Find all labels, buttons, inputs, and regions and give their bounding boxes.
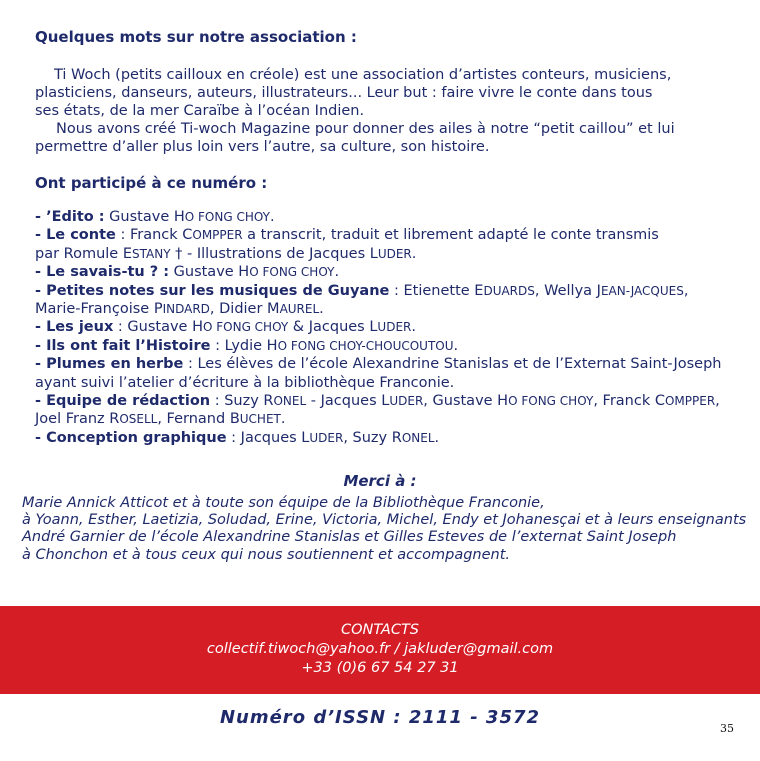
thanks-line: André Garnier de l’école Alexandrine Stanislas et Gilles Esteves de l’externat Saint Joseph bbox=[22, 529, 677, 546]
thanks-title: Merci à : bbox=[343, 472, 417, 490]
issn-number: Numéro d’ISSN : 2111 - 3572 bbox=[219, 707, 541, 728]
credit-redaction-continued: Joel Franz ROSELL, Fernand BUCHET. bbox=[35, 411, 286, 428]
credit-plumes-continued: ayant suivi l’atelier d’écriture à la bibliothèque Franconie. bbox=[35, 374, 455, 391]
intro-line: permettre d’aller plus loin vers l’autre, sa culture, son histoire. bbox=[35, 139, 490, 155]
intro-line: ses états, de la mer Caraïbe à l’océan Indien. bbox=[35, 103, 365, 119]
intro-paragraph-2 bbox=[35, 120, 735, 156]
credit-histoire: - Ils ont fait l’Histoire : Lydie HO FONG CHOY-CHOUCOUTOU. bbox=[35, 337, 459, 354]
credit-plumes: - Plumes en herbe : Les élèves de l’école Alexandrine Stanislas et de l’Externat Saint-Joseph bbox=[35, 356, 722, 373]
contacts-band bbox=[0, 606, 760, 694]
credit-label: - Les jeux bbox=[35, 319, 114, 336]
credit-edito: - ’Edito : Gustave HO FONG CHOY. bbox=[35, 209, 275, 225]
credit-label: - Le savais-tu ? : bbox=[35, 264, 170, 281]
credit-label: - Petites notes sur les musiques de Guyane bbox=[35, 282, 390, 299]
intro-line: Ti Woch (petits cailloux en créole) est une association d’artistes conteurs, musiciens, bbox=[54, 67, 672, 83]
thanks-line: à Chonchon et à tous ceux qui nous soutiennent et accompagnent. bbox=[22, 546, 511, 563]
credit-label: - ’Edito : bbox=[35, 209, 105, 225]
intro-line: plasticiens, danseurs, auteurs, illustrateurs... Leur but : faire vivre le conte dans tous bbox=[35, 85, 653, 101]
credit-conte: - Le conte : Franck COMPPER a transcrit, traduit et librement adapté le conte transmis bbox=[35, 227, 659, 244]
intro-paragraph-1 bbox=[35, 66, 735, 120]
page-number: 35 bbox=[720, 722, 734, 735]
contacts-emails: collectif.tiwoch@yahoo.fr / jakluder@gmail.com bbox=[206, 641, 554, 657]
credit-redaction: - Equipe de rédaction : Suzy RONEL - Jacques LUDER, Gustave HO FONG CHOY, Franck COMPPER, bbox=[35, 393, 720, 410]
credit-savais: - Le savais-tu ? : Gustave HO FONG CHOY. bbox=[35, 264, 340, 281]
credit-label: - Equipe de rédaction bbox=[35, 393, 211, 410]
thanks-line: Marie Annick Atticot et à toute son équipe de la Bibliothèque Franconie, bbox=[22, 495, 545, 511]
credit-label: - Plumes en herbe bbox=[35, 356, 184, 373]
credit-graphique: - Conception graphique : Jacques LUDER, Suzy RONEL. bbox=[35, 429, 440, 446]
thanks-text bbox=[22, 495, 752, 564]
contacts-title: CONTACTS bbox=[340, 622, 419, 638]
contributors-list bbox=[35, 208, 745, 447]
credit-musiques: - Petites notes sur les musiques de Guyane : Etienette EDUARDS, Wellya JEAN-JACQUES, bbox=[35, 282, 689, 299]
credit-jeux: - Les jeux : Gustave HO FONG CHOY & Jacques LUDER. bbox=[35, 319, 416, 336]
intro-heading: Quelques mots sur notre association : bbox=[35, 28, 357, 46]
contributors-heading: Ont participé à ce numéro : bbox=[35, 174, 268, 192]
credit-conte-continued: par Romule ESTANY † - Illustrations de Jacques LUDER. bbox=[35, 245, 417, 262]
intro-line: Nous avons créé Ti-woch Magazine pour donner des ailes à notre “petit caillou” et lui bbox=[56, 121, 675, 137]
contacts-phone: +33 (0)6 67 54 27 31 bbox=[301, 660, 459, 676]
credit-label: - Le conte bbox=[35, 227, 116, 244]
credit-label: - Conception graphique bbox=[35, 429, 227, 446]
credit-label: - Ils ont fait l’Histoire bbox=[35, 337, 211, 354]
credit-musiques-continued: Marie-Françoise PINDARD, Didier MAUREL. bbox=[35, 301, 324, 318]
thanks-line: à Yoann, Esther, Laetizia, Soludad, Erine, Victoria, Michel, Endy et Johanesçai et à leurs enseignants bbox=[22, 512, 747, 529]
